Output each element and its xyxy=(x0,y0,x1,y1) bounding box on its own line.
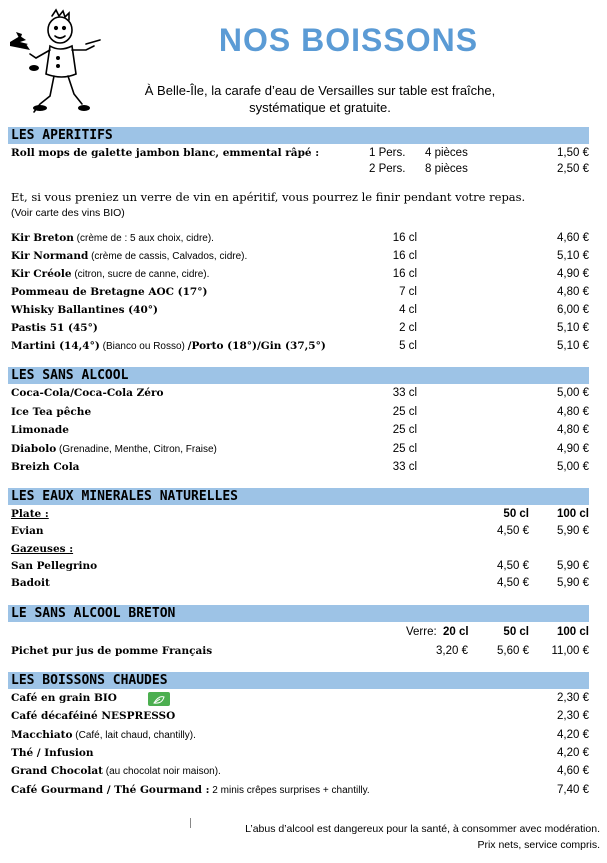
item-name-text: Kir Breton xyxy=(11,232,74,244)
item-name-text: Whisky Ballantines (40°) xyxy=(11,304,158,316)
item-name xyxy=(11,302,158,319)
item-name-text: Macchiato xyxy=(11,728,73,741)
item-name xyxy=(11,248,247,265)
item-name-text: Martini (14,4°) xyxy=(11,340,100,352)
sans-alcool-row xyxy=(11,459,589,476)
aperitif-row xyxy=(11,338,589,355)
item-price: 4,90 € xyxy=(557,268,589,280)
item-quantity: 16 cl xyxy=(392,250,417,262)
boisson-chaude-row xyxy=(11,708,589,725)
breton-row xyxy=(11,643,589,660)
item-name-text: Pommeau de Bretagne AOC (17°) xyxy=(11,286,208,298)
item-name-text: Café Gourmand / Thé Gourmand : xyxy=(11,783,210,796)
eau-price-50: 4,50 € xyxy=(497,560,529,572)
item-quantity: 25 cl xyxy=(392,424,417,436)
item-note: (au chocolat noir maison). xyxy=(102,766,221,778)
item-name-text: Kir Normand xyxy=(11,250,89,262)
breton-price-50: 5,60 € xyxy=(497,645,529,657)
item-note: (Café, lait chaud, chantilly). xyxy=(72,729,196,741)
item-quantity: 33 cl xyxy=(392,387,417,399)
item-name xyxy=(11,782,370,799)
roll-mops-pieces: 4 pièces xyxy=(425,147,468,159)
eau-price-100: 5,90 € xyxy=(557,525,589,537)
vin-ref: (Voir carte des vins BIO) xyxy=(11,207,125,219)
item-price: 5,00 € xyxy=(557,461,589,473)
item-name xyxy=(11,338,326,355)
item-quantity: 5 cl xyxy=(399,340,417,352)
item-quantity: 2 cl xyxy=(399,322,417,334)
aperitif-row xyxy=(11,248,589,265)
item-name-text: Ice Tea pêche xyxy=(11,405,92,418)
col-50cl: 50 cl xyxy=(503,626,529,638)
item-note: (crème de : 5 aux choix, cidre). xyxy=(73,233,214,244)
item-quantity: 25 cl xyxy=(392,405,417,418)
eau-price-100: 5,90 € xyxy=(557,560,589,572)
item-price: 4,80 € xyxy=(557,286,589,298)
eau-row-evian xyxy=(11,523,589,540)
roll-mops-row-1 xyxy=(11,145,589,162)
intro-text xyxy=(110,82,530,116)
boisson-chaude-row xyxy=(11,763,589,780)
boisson-chaude-row xyxy=(11,745,589,762)
section-header-aperitifs: LES APERITIFS xyxy=(8,127,589,144)
item-quantity: 25 cl xyxy=(392,442,417,455)
roll-mops-pers: 2 Pers. xyxy=(369,163,406,175)
item-note: 2 minis crêpes surprises + chantilly. xyxy=(209,784,370,796)
item-price: 6,00 € xyxy=(557,304,589,316)
item-price: 2,30 € xyxy=(557,692,589,704)
roll-mops-pers: 1 Pers. xyxy=(369,147,406,159)
item-name-text: Thé / Infusion xyxy=(11,746,94,759)
item-price: 4,80 € xyxy=(557,405,589,418)
breton-price-100: 11,00 € xyxy=(551,645,589,657)
item-price: 4,20 € xyxy=(557,746,589,759)
intro-line-1: À Belle-Île, la carafe d’eau de Versailles sur table est fraîche, xyxy=(144,83,496,98)
item-quantity: 4 cl xyxy=(399,304,417,316)
aperitif-row xyxy=(11,320,589,337)
item-name xyxy=(11,441,217,458)
item-price: 4,60 € xyxy=(557,232,589,244)
intro-line-2: systématique et gratuite. xyxy=(249,100,391,115)
eau-price-50: 4,50 € xyxy=(497,577,529,589)
section-header-sans-alcool: LES SANS ALCOOL xyxy=(8,367,589,384)
eau-price-100: 5,90 € xyxy=(557,577,589,589)
sans-alcool-row xyxy=(11,404,589,421)
eau-price-50: 4,50 € xyxy=(497,525,529,537)
roll-mops-price: 1,50 € xyxy=(557,147,589,159)
gazeuses-label: Gazeuses : xyxy=(11,543,74,555)
item-name-text: Coca-Cola/Coca-Cola Zéro xyxy=(11,387,164,399)
section-header-eaux: LES EAUX MINERALES NATURELLES xyxy=(8,488,589,505)
item-price: 5,00 € xyxy=(557,387,589,399)
item-name xyxy=(11,404,91,421)
item-name-text: Grand Chocolat xyxy=(11,765,103,778)
item-name-text: Pastis 51 (45°) xyxy=(11,322,98,334)
item-price: 7,40 € xyxy=(557,783,589,796)
item-name xyxy=(11,230,214,247)
eau-row-san-pellegrino xyxy=(11,558,589,575)
item-price: 5,10 € xyxy=(557,322,589,334)
plate-label: Plate : xyxy=(11,508,49,520)
footer-divider xyxy=(190,818,191,828)
footer-warning: L’abus d’alcool est dangereux pour la santé, à consommer avec modération. xyxy=(245,823,600,835)
bio-leaf-icon xyxy=(148,692,170,706)
breton-price-20: 3,20 € xyxy=(436,645,468,657)
roll-mops-name: Roll mops de galette jambon blanc, emmental râpé : xyxy=(11,147,320,159)
eau-name: Evian xyxy=(11,525,44,537)
item-name xyxy=(11,284,207,301)
item-name-text: Café en grain BIO xyxy=(11,692,117,704)
item-name xyxy=(11,266,209,283)
item-name xyxy=(11,422,69,439)
footer-prices-note: Prix nets, service compris. xyxy=(477,839,600,851)
item-note: (citron, sucre de canne, cidre). xyxy=(71,269,210,280)
eaux-header-row xyxy=(11,506,589,523)
item-quantity: 33 cl xyxy=(392,461,417,473)
col-100cl: 100 cl xyxy=(557,508,589,520)
breton-header-row xyxy=(11,624,589,641)
item-name xyxy=(11,690,117,707)
item-price: 4,90 € xyxy=(557,442,589,455)
col-100cl: 100 cl xyxy=(557,626,589,638)
item-name xyxy=(11,763,221,780)
item-name xyxy=(11,459,79,476)
roll-mops-pieces: 8 pièces xyxy=(425,163,468,175)
item-quantity: 7 cl xyxy=(399,286,417,298)
eau-name: Badoit xyxy=(11,577,50,589)
verre-label: Verre: xyxy=(406,626,437,638)
page-title: NOS BOISSONS xyxy=(218,22,479,58)
col-20cl: 20 cl xyxy=(443,626,469,638)
item-name-text: Diabolo xyxy=(11,442,57,455)
item-name-text: Kir Créole xyxy=(11,268,72,280)
boisson-chaude-row xyxy=(11,727,589,744)
item-price: 5,10 € xyxy=(557,250,589,262)
section-header-breton: LE SANS ALCOOL BRETON xyxy=(8,605,589,622)
item-note: (Grenadine, Menthe, Citron, Fraise) xyxy=(56,443,217,455)
item-name xyxy=(11,708,175,725)
boisson-chaude-row xyxy=(11,690,589,707)
item-price: 4,20 € xyxy=(557,728,589,741)
aperitif-row xyxy=(11,284,589,301)
boisson-chaude-row xyxy=(11,782,589,799)
item-name-extra: /Porto (18°)/Gin (37,5°) xyxy=(187,340,326,352)
roll-mops-row-2 xyxy=(11,161,589,178)
eau-row-badoit xyxy=(11,575,589,592)
item-name-text: Limonade xyxy=(11,424,69,436)
sans-alcool-row xyxy=(11,441,589,458)
item-note: (Bianco ou Rosso) xyxy=(99,341,188,352)
item-name-text: Breizh Cola xyxy=(11,461,80,473)
item-name xyxy=(11,320,98,337)
item-name xyxy=(11,727,196,744)
aperitif-row xyxy=(11,266,589,283)
vin-note: Et, si vous preniez un verre de vin en apéritif, vous pourrez le finir pendant votre repas. xyxy=(11,190,526,204)
item-price: 4,60 € xyxy=(557,765,589,778)
roll-mops-price: 2,50 € xyxy=(557,163,589,175)
item-quantity: 16 cl xyxy=(392,268,417,280)
sans-alcool-row xyxy=(11,422,589,439)
gazeuses-row xyxy=(11,541,589,558)
col-50cl: 50 cl xyxy=(503,508,529,520)
item-name-text: Café décaféiné NESPRESSO xyxy=(11,710,176,723)
item-price: 2,30 € xyxy=(557,710,589,723)
item-price: 5,10 € xyxy=(557,340,589,352)
section-header-chaudes: LES BOISSONS CHAUDES xyxy=(8,672,589,689)
item-name xyxy=(11,745,94,762)
sans-alcool-row xyxy=(11,385,589,402)
item-note: (crème de cassis, Calvados, cidre). xyxy=(88,251,248,262)
item-quantity: 16 cl xyxy=(392,232,417,244)
eau-name: San Pellegrino xyxy=(11,560,98,572)
aperitif-row xyxy=(11,302,589,319)
breton-name: Pichet pur jus de pomme Français xyxy=(11,645,213,657)
aperitif-row xyxy=(11,230,589,247)
item-name xyxy=(11,385,164,402)
item-price: 4,80 € xyxy=(557,424,589,436)
